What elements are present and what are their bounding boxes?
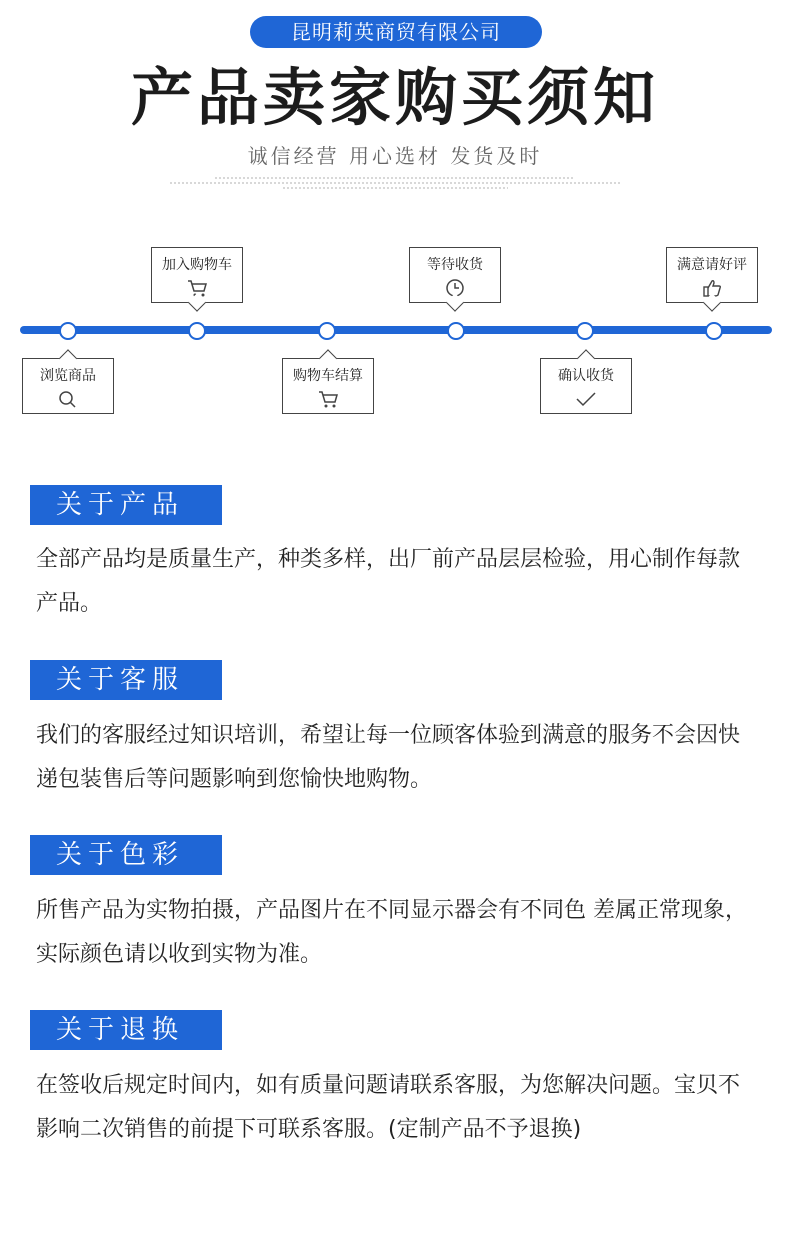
step-add-to-cart	[151, 247, 243, 303]
step-label: 等待收货	[427, 257, 483, 273]
step-label: 确认收货	[558, 368, 614, 384]
timeline-node	[447, 322, 465, 340]
section-title-product: 关于产品	[30, 485, 222, 525]
step-label: 浏览商品	[40, 368, 96, 384]
company-name-badge: 昆明莉英商贸有限公司	[250, 16, 542, 48]
timeline-node	[188, 322, 206, 340]
check-icon	[575, 389, 597, 409]
section-body-product: 全部产品均是质量生产，种类多样，出厂前产品层层检验，用心制作每款产品。	[36, 547, 741, 616]
timeline-node	[705, 322, 723, 340]
step-label: 加入购物车	[162, 257, 232, 273]
page-title: 产品卖家购买须知	[130, 61, 659, 134]
thumbs-up-icon	[701, 278, 723, 298]
section-body-color: 所售产品为实物拍摄，产品图片在不同显示器会有不同色 差属正常现象，实际颜色请以收到实物为准。	[36, 898, 747, 967]
step-leave-review	[666, 247, 758, 303]
step-confirm-receipt	[540, 358, 632, 414]
timeline-node	[59, 322, 77, 340]
section-title-returns: 关于退换	[30, 1010, 222, 1050]
step-label: 满意请好评	[677, 257, 747, 273]
section-body-returns: 在签收后规定时间内，如有质量问题请联系客服，为您解决问题。宝贝不影响二次销售的前提下可联系客服。(定制产品不予退换)	[36, 1073, 741, 1142]
step-wait-delivery	[409, 247, 501, 303]
section-body-service: 我们的客服经过知识培训，希望让每一位顾客体验到满意的服务不会因快递包装售后等问题影响到您愉快地购物。	[36, 723, 741, 792]
tagline: 诚信经营 用心选材 发货及时	[247, 144, 543, 168]
search-icon	[57, 389, 79, 409]
section-title-color: 关于色彩	[30, 835, 222, 875]
timeline-node	[576, 322, 594, 340]
step-browse-products	[22, 358, 114, 414]
timeline-bar	[20, 326, 772, 334]
cart-icon	[186, 278, 208, 298]
section-title-service: 关于客服	[30, 660, 222, 700]
clock-icon	[444, 278, 466, 298]
step-label: 购物车结算	[293, 368, 363, 384]
step-checkout-cart	[282, 358, 374, 414]
cart-icon	[317, 389, 339, 409]
decorative-fine-text	[170, 174, 620, 200]
timeline-node	[318, 322, 336, 340]
